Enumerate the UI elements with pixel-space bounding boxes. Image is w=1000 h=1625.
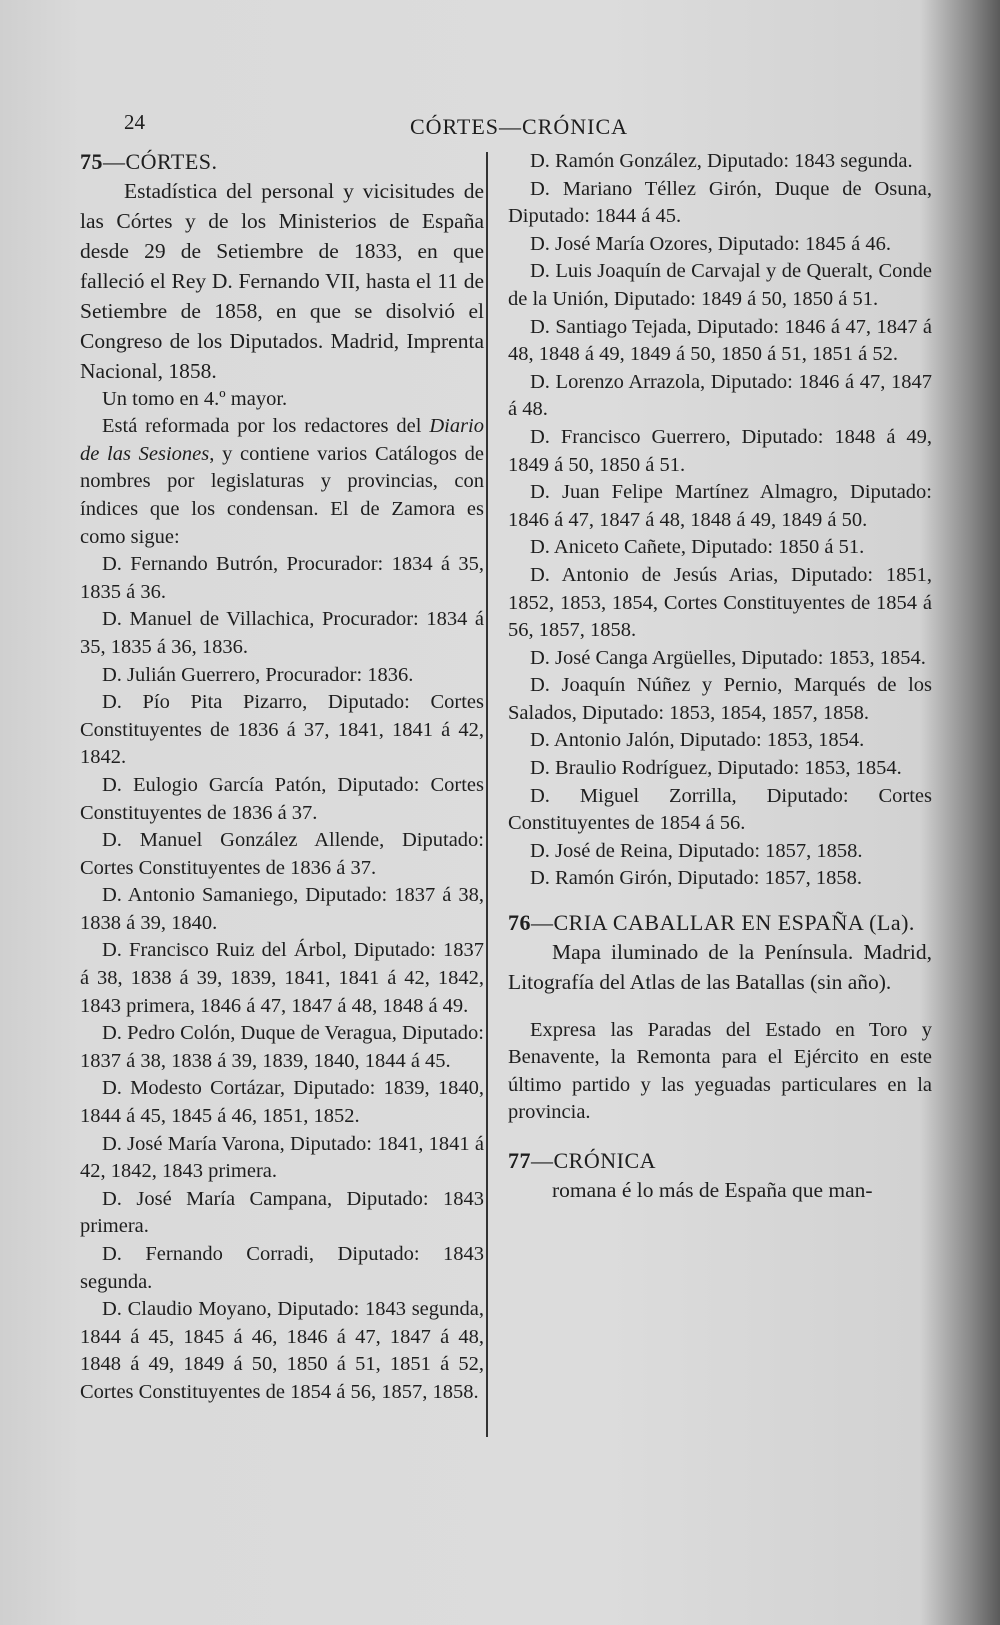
deputy-entry: D. Julián Guerrero, Procurador: 1836. <box>102 663 414 686</box>
deputy-entry: D. Ramón González, Diputado: 1843 segunda. <box>530 150 913 172</box>
entry-number: 76 <box>508 910 531 936</box>
left-column <box>80 148 484 1407</box>
deputy-entry: D. Modesto Cortázar, Diputado: 1839, 1840, 1844 á 45, 1845 á 46, 1851, 1852. <box>80 1077 484 1128</box>
entry-77-description: romana é lo más de España que man- <box>552 1177 873 1202</box>
entry-75-heading <box>80 148 484 176</box>
spacer <box>508 997 932 1017</box>
entry-number: 77 <box>508 1148 531 1173</box>
entry-75-description: Estadística del personal y vicisitudes de las Córtes y de los Ministerios de España desde 29 de Setiembre de 1833, en que falleció el Rey D. Fernando VII, hasta el 11 de Setiembre de 1858, en que se disolvió el Congreso de los Diputados. Madrid, Imprenta Nacional, 1858. <box>80 178 484 383</box>
deputy-entry: D. Antonio Jalón, Diputado: 1853, 1854. <box>530 729 865 752</box>
deputy-entry: D. Pedro Colón, Duque de Veragua, Diputado: 1837 á 38, 1838 á 39, 1839, 1840, 1844 á 45. <box>80 1022 484 1072</box>
entry-76-note: Expresa las Paradas del Estado en Toro y Benavente, la Remonta para el Ejército en este último partido y las yeguadas particulares en la provincia. <box>508 1018 932 1124</box>
deputy-entry: D. Francisco Ruiz del Árbol, Diputado: 1837 á 38, 1838 á 39, 1839, 1841, 1841 á 42, 1842, 1843 primera, 1846 á 47, 1847 á 48, 1848 á 49. <box>80 939 484 1017</box>
deputy-entry: D. Antonio de Jesús Arias, Diputado: 1851, 1852, 1853, 1854, Cortes Constituyentes de 1854 á 56, 1857, 1858. <box>508 563 932 642</box>
entry-76-description: Mapa iluminado de la Península. Madrid, Litografía del Atlas de las Batallas (sin año). <box>508 939 932 994</box>
deputy-entry: D. Lorenzo Arrazola, Diputado: 1846 á 47, 1847 á 48. <box>508 370 932 421</box>
entry-75-format: Un tomo en 4.º mayor. <box>102 387 288 410</box>
deputy-entry: D. Mariano Téllez Girón, Duque de Osuna, Diputado: 1844 á 45. <box>508 177 932 228</box>
entry-title: —CRÓNICA <box>531 1148 657 1173</box>
note-italic-title: Diario de las Sesiones <box>80 415 484 465</box>
spacer <box>508 893 932 909</box>
deputy-entry: D. José de Reina, Diputado: 1857, 1858. <box>530 839 863 862</box>
deputy-entry: D. José Canga Argüelles, Diputado: 1853, 1854. <box>530 646 926 669</box>
deputy-entry: D. Manuel de Villachica, Procurador: 1834 á 35, 1835 á 36, 1836. <box>80 608 484 658</box>
page-number: 24 <box>124 110 145 134</box>
spacer <box>508 1127 932 1147</box>
column-rule <box>486 152 488 1437</box>
deputy-entry: D. José María Campana, Diputado: 1843 primera. <box>80 1187 484 1238</box>
deputy-entry: D. Miguel Zorrilla, Diputado: Cortes Constituyentes de 1854 á 56. <box>508 784 932 835</box>
note-text-start: Está reformada por los redactores del <box>102 415 430 438</box>
left-deputies-list <box>80 551 484 1406</box>
deputy-entry: D. Fernando Butrón, Procurador: 1834 á 35, 1835 á 36. <box>80 553 484 603</box>
entry-number: 75 <box>80 149 103 174</box>
entry-77-heading <box>508 1147 932 1175</box>
deputy-entry: D. Eulogio García Patón, Diputado: Cortes Constituyentes de 1836 á 37. <box>80 773 484 824</box>
deputy-entry: D. Juan Felipe Martínez Almagro, Diputado: 1846 á 47, 1847 á 48, 1848 á 49, 1849 á 50. <box>508 481 932 531</box>
deputy-entry: D. Francisco Guerrero, Diputado: 1848 á 49, 1849 á 50, 1850 á 51. <box>508 425 932 476</box>
deputy-entry: D. Joaquín Núñez y Pernio, Marqués de los Salados, Diputado: 1853, 1854, 1857, 1858. <box>508 674 932 724</box>
deputy-entry: D. Antonio Samaniego, Diputado: 1837 á 38, 1838 á 39, 1840. <box>80 884 484 934</box>
deputy-entry: D. Manuel González Allende, Diputado: Cortes Constituyentes de 1836 á 37. <box>80 829 484 879</box>
deputy-entry: D. Aniceto Cañete, Diputado: 1850 á 51. <box>530 536 865 559</box>
deputy-entry: D. Santiago Tejada, Diputado: 1846 á 47, 1847 á 48, 1848 á 49, 1849 á 50, 1850 á 51, 1851 á 52. <box>508 315 932 366</box>
deputy-entry: D. Luis Joaquín de Carvajal y de Queralt, Conde de la Unión, Diputado: 1849 á 50, 1850 á 51. <box>508 260 932 310</box>
deputy-entry: D. Ramón Girón, Diputado: 1857, 1858. <box>530 867 862 890</box>
deputy-entry: D. Pío Pita Pizarro, Diputado: Cortes Constituyentes de 1836 á 37, 1841, 1841 á 42, 1842. <box>80 691 484 769</box>
deputy-entry: D. José María Ozores, Diputado: 1845 á 46. <box>530 232 891 255</box>
running-header <box>0 110 1000 140</box>
deputy-entry: D. José María Varona, Diputado: 1841, 1841 á 42, 1842, 1843 primera. <box>80 1132 484 1183</box>
running-title: CÓRTES—CRÓNICA <box>410 114 629 139</box>
note-text-end: , y contiene varios Catálogos de nombres por legislaturas y provincias, con índices que los condensan. El de Zamora es como sigue: <box>80 442 484 548</box>
right-deputies-list <box>508 148 932 893</box>
entry-title: —CRIA CABALLAR EN ESPAÑA (La). <box>531 910 915 936</box>
deputy-entry: D. Claudio Moyano, Diputado: 1843 segunda, 1844 á 45, 1845 á 46, 1846 á 47, 1847 á 48, 1848 á 49, 1849 á 50, 1850 á 51, 1851 á 52, Cortes Constituyentes de 1854 á 56, 1857, 1858. <box>80 1298 484 1403</box>
entry-76-heading <box>508 909 932 937</box>
entry-title: —CÓRTES. <box>103 149 218 174</box>
deputy-entry: D. Fernando Corradi, Diputado: 1843 segunda. <box>80 1243 484 1293</box>
right-column <box>508 148 932 1205</box>
entry-75-note <box>80 413 484 551</box>
deputy-entry: D. Braulio Rodríguez, Diputado: 1853, 1854. <box>530 757 902 780</box>
